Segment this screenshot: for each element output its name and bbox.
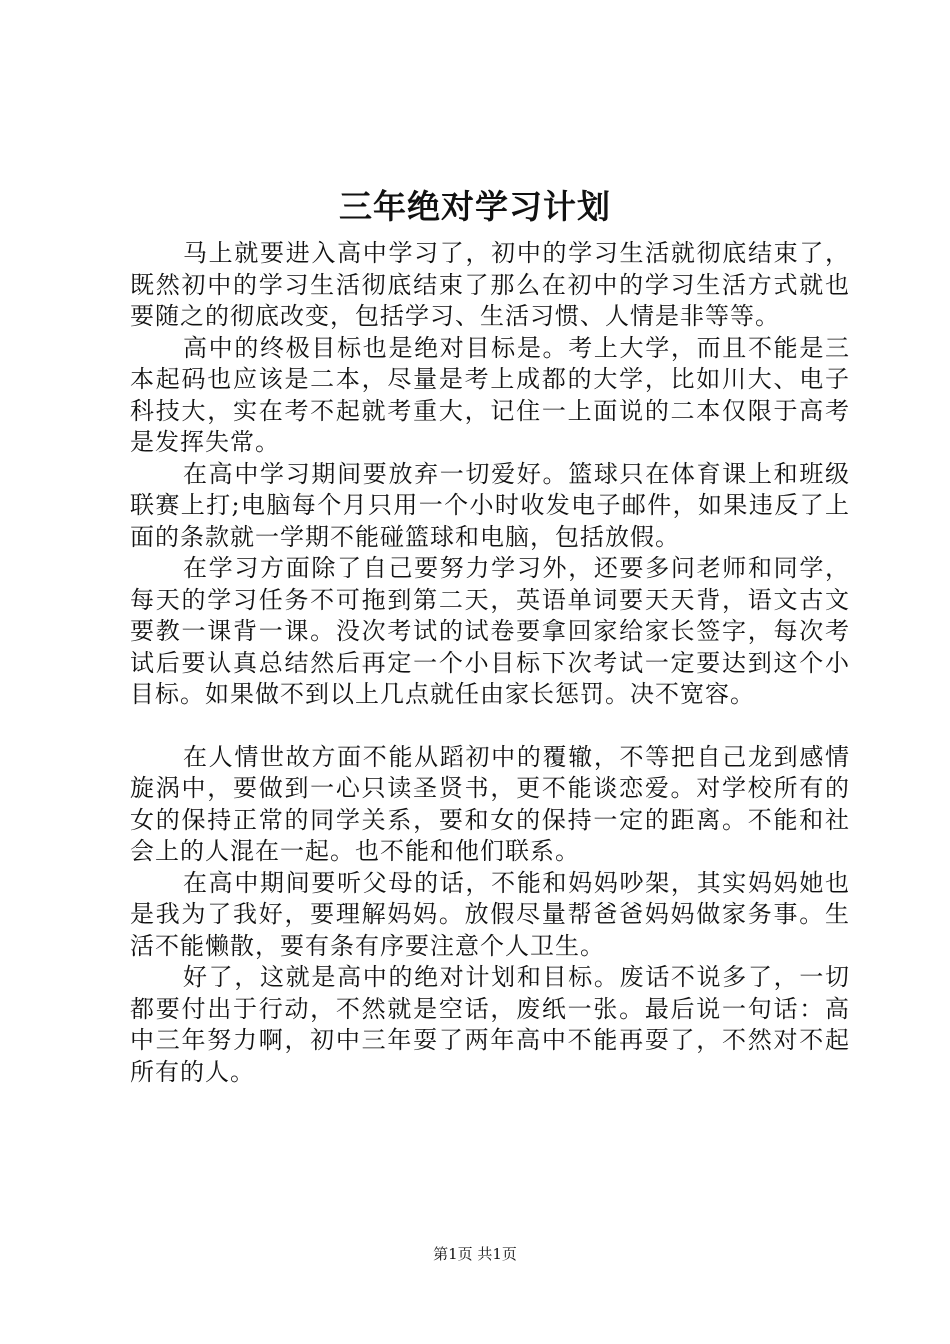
document-body <box>130 238 850 1088</box>
paragraph-1: 马上就要进入高中学习了，初中的学习生活就彻底结束了，既然初中的学习生活彻底结束了那么在初中的学习生活方式就也要随之的彻底改变，包括学习、生活习惯、人情是非等等。 <box>130 239 850 330</box>
paragraph-5: 在人情世故方面不能从蹈初中的覆辙，不等把自己龙到感情旋涡中，要做到一心只读圣贤书，更不能谈恋爱。对学校所有的女的保持正常的同学关系，要和女的保持一定的距离。不能和社会上的人混在一起。也不能和他们联系。 <box>130 742 850 865</box>
paragraph-3: 在高中学习期间要放弃一切爱好。篮球只在体育课上和班级联赛上打;电脑每个月只用一个小时收发电子邮件，如果违反了上面的条款就一学期不能碰篮球和电脑，包括放假。 <box>130 459 850 551</box>
paragraph-4: 在学习方面除了自己要努力学习外，还要多问老师和同学，每天的学习任务不可拖到第二天，英语单词要天天背，语文古文要教一课背一课。没次考试的试卷要拿回家给家长签字，每次考试后要认真总结然后再定一个小目标下次考试一定要达到这个小目标。如果做不到以上几点就任由家长惩罚。决不宽容。 <box>130 554 850 708</box>
document-title: 三年绝对学习计划 <box>339 187 611 226</box>
paragraph-7: 好了，这就是高中的绝对计划和目标。废话不说多了，一切都要付出于行动，不然就是空话，废纸一张。最后说一句话：高中三年努力啊，初中三年耍了两年高中不能再耍了，不然对不起所有的人。 <box>130 963 850 1086</box>
paragraph-6: 在高中期间要听父母的话，不能和妈妈吵架，其实妈妈她也是我为了我好，要理解妈妈。放假尽量帮爸爸妈妈做家务事。生活不能懒散，要有条有序要注意个人卫生。 <box>130 868 850 960</box>
paragraph-2: 高中的终极目标也是绝对目标是。考上大学，而且不能是三本起码也应该是二本，尽量是考上成都的大学，比如川大、电子科技大，实在考不起就考重大，记住一上面说的二本仅限于高考是发挥失常。 <box>130 333 850 456</box>
page-footer: 第1页 共1页 <box>433 1245 517 1263</box>
